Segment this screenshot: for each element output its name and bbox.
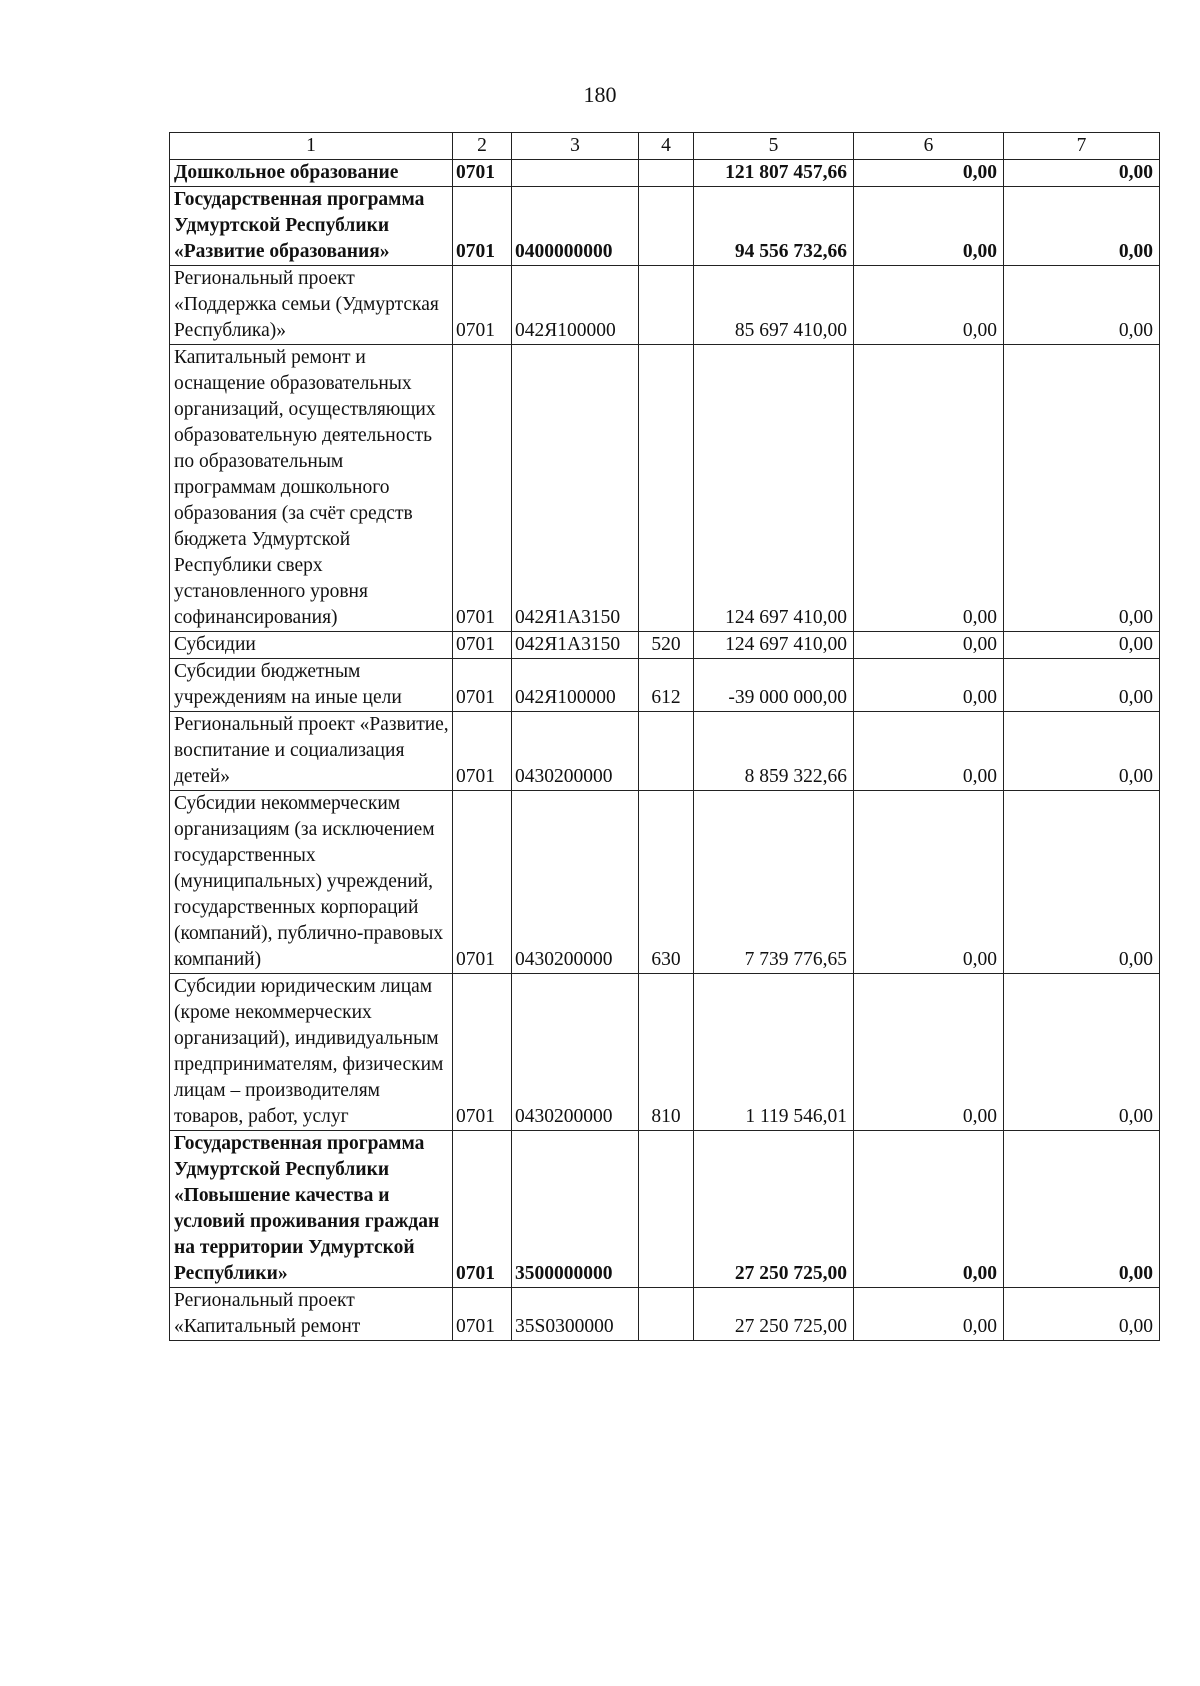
row-name-cell: Субсидии некоммерческим организациям (за исключением государственных (муниципальных) учреждений, государственных корпораций (компаний), публично-правовых компаний) xyxy=(170,791,453,974)
column-7-cell: 0,00 xyxy=(1004,659,1160,712)
table-row xyxy=(170,659,1160,712)
column-7-cell: 0,00 xyxy=(1004,1288,1160,1341)
row-name-cell: Государственная программа Удмуртской Республики «Развитие образования» xyxy=(170,187,453,266)
expense-type-cell xyxy=(639,187,694,266)
amount-cell: 27 250 725,00 xyxy=(694,1288,854,1341)
column-6-cell: 0,00 xyxy=(854,160,1004,187)
amount-cell: 121 807 457,66 xyxy=(694,160,854,187)
section-code-cell: 0701 xyxy=(453,1288,512,1341)
target-article-cell: 042Я100000 xyxy=(512,659,639,712)
column-6-cell: 0,00 xyxy=(854,791,1004,974)
column-6-cell: 0,00 xyxy=(854,266,1004,345)
column-7-cell: 0,00 xyxy=(1004,1131,1160,1288)
section-code-cell: 0701 xyxy=(453,974,512,1131)
row-name-cell: Субсидии xyxy=(170,632,453,659)
target-article-cell: 0400000000 xyxy=(512,187,639,266)
page-number: 180 xyxy=(583,82,617,107)
target-article-cell: 35S0300000 xyxy=(512,1288,639,1341)
table-row xyxy=(170,712,1160,791)
column-7-cell: 0,00 xyxy=(1004,187,1160,266)
column-header: 2 xyxy=(453,133,512,160)
column-header: 1 xyxy=(170,133,453,160)
target-article-cell: 3500000000 xyxy=(512,1131,639,1288)
section-code-cell: 0701 xyxy=(453,659,512,712)
row-name-cell: Государственная программа Удмуртской Республики «Повышение качества и условий проживания граждан на территории Удмуртской Республики» xyxy=(170,1131,453,1288)
column-6-cell: 0,00 xyxy=(854,1131,1004,1288)
column-7-cell: 0,00 xyxy=(1004,160,1160,187)
target-article-cell xyxy=(512,160,639,187)
table-row xyxy=(170,1288,1160,1341)
row-name-cell: Региональный проект «Развитие, воспитание и социализация детей» xyxy=(170,712,453,791)
column-header: 5 xyxy=(694,133,854,160)
table-row xyxy=(170,160,1160,187)
amount-cell: 8 859 322,66 xyxy=(694,712,854,791)
table-row xyxy=(170,266,1160,345)
target-article-cell: 042Я1А3150 xyxy=(512,345,639,632)
section-code-cell: 0701 xyxy=(453,712,512,791)
target-article-cell: 042Я1А3150 xyxy=(512,632,639,659)
column-7-cell: 0,00 xyxy=(1004,974,1160,1131)
expense-type-cell xyxy=(639,1288,694,1341)
expense-type-cell xyxy=(639,266,694,345)
row-name-cell: Капитальный ремонт и оснащение образовательных организаций, осуществляющих образовательную деятельность по образовательным программам дошкольного образования (за счёт средств бюджета Удмуртской Республики сверх установленного уровня софинансирования) xyxy=(170,345,453,632)
target-article-cell: 0430200000 xyxy=(512,791,639,974)
section-code-cell: 0701 xyxy=(453,345,512,632)
row-name-cell: Региональный проект «Поддержка семьи (Удмуртская Республика)» xyxy=(170,266,453,345)
column-6-cell: 0,00 xyxy=(854,187,1004,266)
table-row xyxy=(170,345,1160,632)
expense-type-cell: 612 xyxy=(639,659,694,712)
column-header: 6 xyxy=(854,133,1004,160)
amount-cell: 1 119 546,01 xyxy=(694,974,854,1131)
column-7-cell: 0,00 xyxy=(1004,345,1160,632)
expense-type-cell xyxy=(639,160,694,187)
section-code-cell: 0701 xyxy=(453,160,512,187)
column-7-cell: 0,00 xyxy=(1004,791,1160,974)
budget-table xyxy=(169,132,1160,1341)
row-name-cell: Региональный проект «Капитальный ремонт xyxy=(170,1288,453,1341)
row-name-cell: Субсидии бюджетным учреждениям на иные цели xyxy=(170,659,453,712)
expense-type-cell: 630 xyxy=(639,791,694,974)
table-row xyxy=(170,632,1160,659)
column-6-cell: 0,00 xyxy=(854,974,1004,1131)
amount-cell: 27 250 725,00 xyxy=(694,1131,854,1288)
row-name-cell: Дошкольное образование xyxy=(170,160,453,187)
column-6-cell: 0,00 xyxy=(854,659,1004,712)
expense-type-cell: 520 xyxy=(639,632,694,659)
column-header: 7 xyxy=(1004,133,1160,160)
expense-type-cell xyxy=(639,712,694,791)
table-row xyxy=(170,1131,1160,1288)
section-code-cell: 0701 xyxy=(453,266,512,345)
table-row xyxy=(170,974,1160,1131)
section-code-cell: 0701 xyxy=(453,632,512,659)
amount-cell: 7 739 776,65 xyxy=(694,791,854,974)
table-row xyxy=(170,791,1160,974)
amount-cell: 94 556 732,66 xyxy=(694,187,854,266)
amount-cell: 124 697 410,00 xyxy=(694,632,854,659)
column-7-cell: 0,00 xyxy=(1004,712,1160,791)
expense-type-cell: 810 xyxy=(639,974,694,1131)
column-6-cell: 0,00 xyxy=(854,1288,1004,1341)
column-6-cell: 0,00 xyxy=(854,712,1004,791)
column-number-row xyxy=(170,133,1160,160)
target-article-cell: 042Я100000 xyxy=(512,266,639,345)
column-6-cell: 0,00 xyxy=(854,632,1004,659)
row-name-cell: Субсидии юридическим лицам (кроме некоммерческих организаций), индивидуальным предпринимателям, физическим лицам – производителям товаров, работ, услуг xyxy=(170,974,453,1131)
target-article-cell: 0430200000 xyxy=(512,712,639,791)
expense-type-cell xyxy=(639,1131,694,1288)
column-header: 4 xyxy=(639,133,694,160)
amount-cell: 85 697 410,00 xyxy=(694,266,854,345)
table-row xyxy=(170,187,1160,266)
expense-type-cell xyxy=(639,345,694,632)
column-7-cell: 0,00 xyxy=(1004,266,1160,345)
column-header: 3 xyxy=(512,133,639,160)
section-code-cell: 0701 xyxy=(453,1131,512,1288)
column-6-cell: 0,00 xyxy=(854,345,1004,632)
amount-cell: 124 697 410,00 xyxy=(694,345,854,632)
section-code-cell: 0701 xyxy=(453,187,512,266)
target-article-cell: 0430200000 xyxy=(512,974,639,1131)
column-7-cell: 0,00 xyxy=(1004,632,1160,659)
amount-cell: -39 000 000,00 xyxy=(694,659,854,712)
section-code-cell: 0701 xyxy=(453,791,512,974)
